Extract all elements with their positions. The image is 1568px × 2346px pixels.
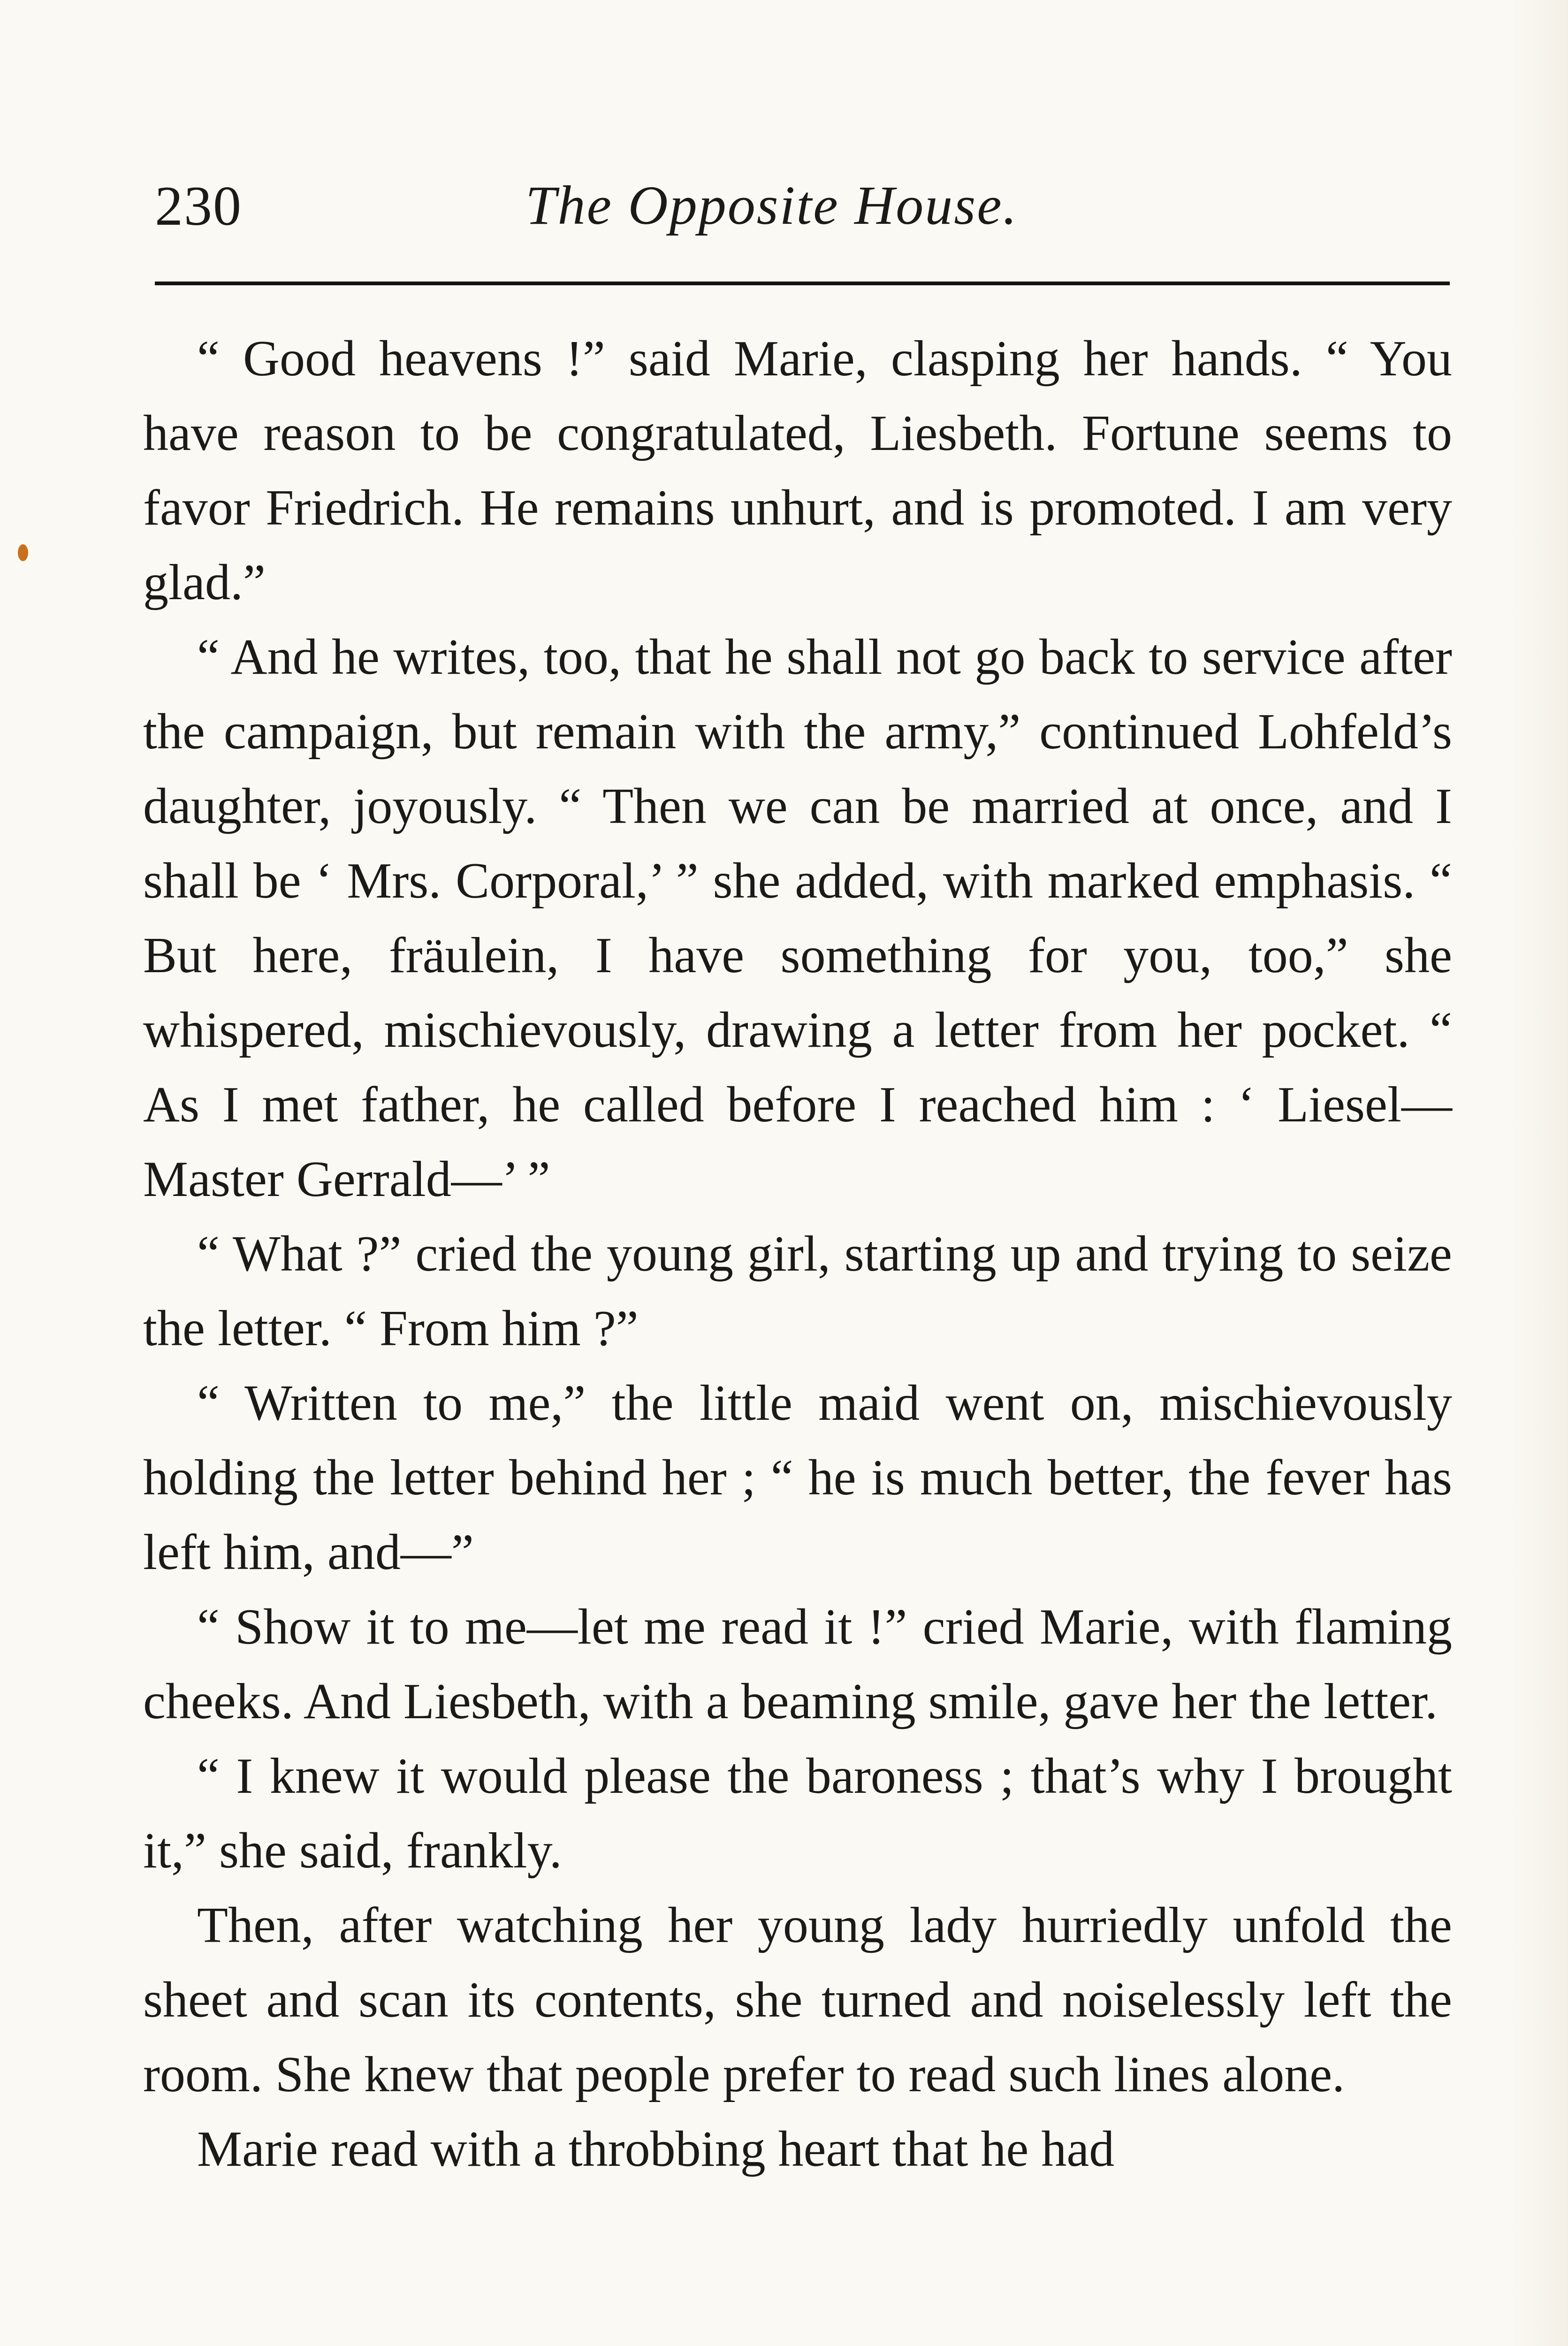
page-edge-shadow — [1512, 0, 1568, 2346]
running-title: The Opposite House. — [525, 175, 1019, 236]
page-number: 230 — [155, 175, 242, 237]
header-rule — [155, 282, 1450, 285]
page-header — [145, 169, 1450, 244]
paragraph-1: “ Good heavens !” said Marie, clasping her hands. “ You have reason to be congratulated, Liesbeth. Fortune seems to favor Friedrich. He remains unhurt, and is promoted. I am very glad.” — [143, 331, 1452, 610]
paragraph-7: Then, after watching her young lady hurriedly unfold the sheet and scan its contents, she turned and noiselessly left the room. She knew that people prefer to read such lines alone. — [143, 1897, 1452, 2102]
paragraph-2: “ And he writes, too, that he shall not go back to service after the campaign, but remain with the army,” continued Lohfeld’s daughter, joyously. “ Then we can be married at once, and I shall be ‘ Mrs. Corporal,’ ” she added, with marked emphasis. “ But here, fräulein, I have something for you, too,” she whispered, mischievously, drawing a letter from her pocket. “ As I met father, he called before I reached him : ‘ Liesel—Master Gerrald—’ ” — [143, 629, 1452, 1207]
paragraph-5: “ Show it to me—let me read it !” cried Marie, with flaming cheeks. And Liesbeth, with a beaming smile, gave her the letter. — [143, 1599, 1452, 1729]
paragraph-6: “ I knew it would please the baroness ; that’s why I brought it,” she said, frankly. — [143, 1748, 1452, 1879]
paragraph-3: “ What ?” cried the young girl, starting up and trying to seize the letter. “ From him ?” — [143, 1226, 1452, 1356]
body-text — [143, 321, 1452, 2186]
paragraph-8: Marie read with a throbbing heart that he had — [197, 2121, 1115, 2177]
ink-speck — [18, 544, 28, 561]
paragraph-4: “ Written to me,” the little maid went on, mischievously holding the letter behind her ; “ he is much better, the fever has left him, and—” — [143, 1375, 1452, 1580]
